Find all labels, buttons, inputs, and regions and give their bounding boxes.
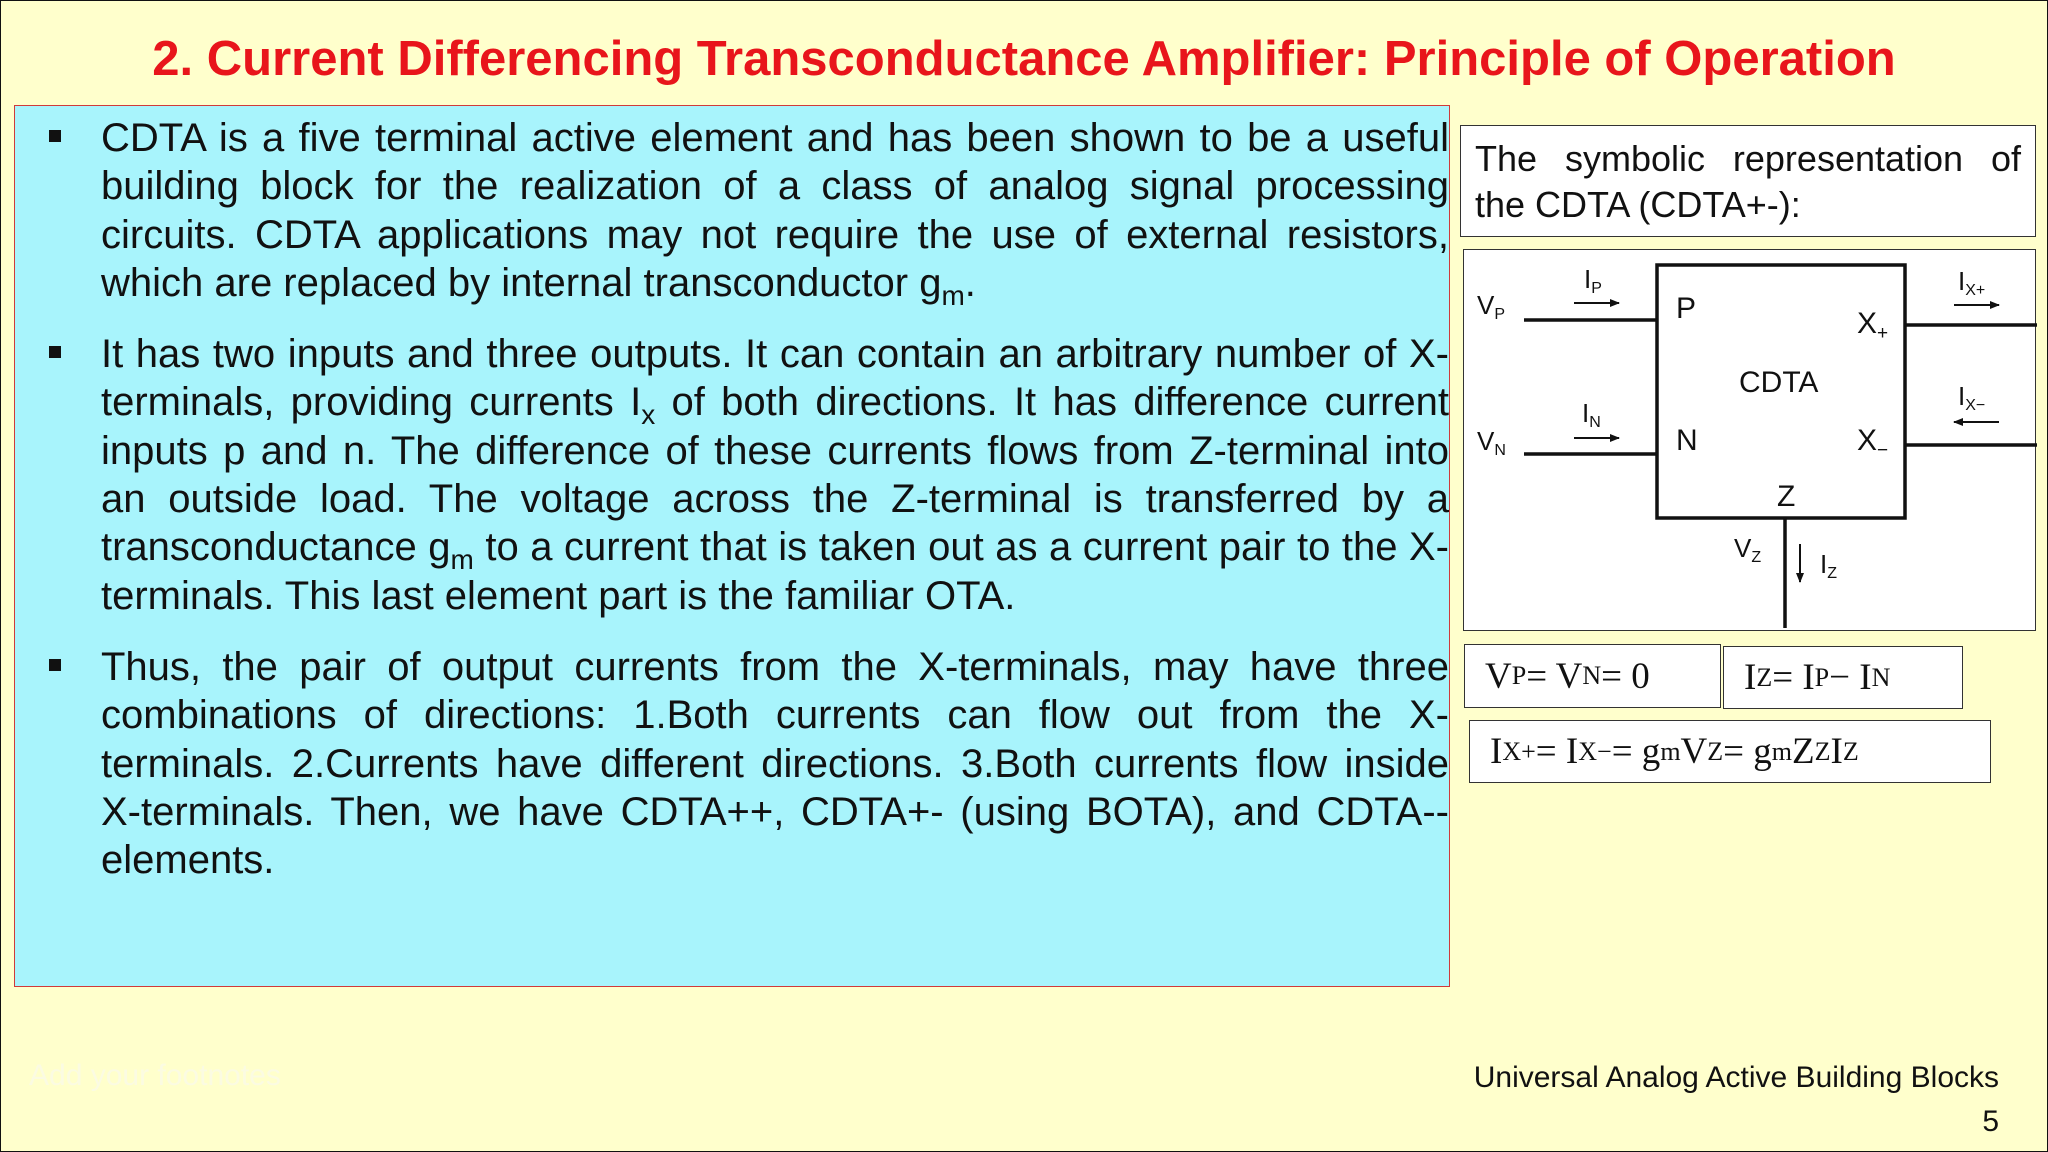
port-n-label: N: [1676, 424, 1698, 457]
port-z-label: Z: [1777, 480, 1796, 513]
ixminus-label: IX−: [1958, 381, 1986, 414]
bullet-text: Thus, the pair of output currents from the X-terminals, may have three combinations of directions: 1.Both currents can flow out from the X-terminals. 2.Currents have different directions. 3.Both currents flow inside X-terminals. Then, we have CDTA++, CDTA+- (using BOTA), and CDTA-- elements.: [101, 644, 1449, 883]
cdta-symbol-diagram: [1463, 249, 2036, 631]
slide-title: 2. Current Differencing Transconductance Amplifier: Principle of Operation: [152, 32, 1896, 86]
bullet-text: It has two inputs and three outputs. It can contain an arbitrary number of X-terminals, providing currents $I_x$ of both directions. It has difference current inputs p and n. The difference of these currents flows from Z-terminal into an outside load. The voltage across the Z-terminal is transferred by a transconductance $g_m$ to a current that is taken out as a current pair to the X-terminals. This last element part is the familiar OTA.: [101, 332, 1449, 618]
vp-label: VP: [1477, 290, 1506, 323]
bullet-item: [45, 114, 1449, 311]
in-label: IN: [1582, 398, 1601, 431]
square-bullet-icon: [49, 659, 61, 671]
bullet-item: [45, 643, 1449, 884]
ixplus-label: IX+: [1958, 266, 1986, 299]
block-label: CDTA: [1739, 366, 1819, 399]
bullet-item: [45, 330, 1449, 620]
vn-label: VN: [1477, 426, 1506, 459]
port-xplus-label: $X_+$: [1857, 307, 1889, 344]
port-xminus-label: $X_-$: [1857, 424, 1889, 461]
diagram-caption: The symbolic representation of the CDTA (CDTA+-):: [1460, 125, 2036, 237]
page-number: 5: [1982, 1105, 1999, 1138]
bullet-text: CDTA is a five terminal active element and has been shown to be a useful building block for the realization of a class of analog signal processing circuits. CDTA applications may not require the use of external resistors, which are replaced by internal transconductor $g_m$.: [101, 116, 1449, 311]
content-box: [14, 105, 1450, 987]
equation-current-x: I X+ = I X− = g m V Z = g m Z Z I Z: [1469, 720, 1991, 783]
footer-title: Universal Analog Active Building Blocks: [1473, 1061, 1999, 1094]
port-p-label: P: [1676, 292, 1697, 325]
equation-voltage: V P = V N = 0: [1464, 644, 1721, 708]
square-bullet-icon: [49, 346, 61, 358]
bullet-list: [45, 114, 1449, 907]
ip-label: IP: [1584, 264, 1602, 297]
cdta-symbol-svg: [1464, 250, 2037, 632]
square-bullet-icon: [49, 130, 61, 142]
footnote-placeholder: Add your footnotes: [29, 1059, 281, 1092]
iz-label: IZ: [1820, 549, 1838, 582]
vz-label: VZ: [1734, 533, 1762, 566]
equation-current-z: I Z = I P − I N: [1723, 646, 1963, 709]
